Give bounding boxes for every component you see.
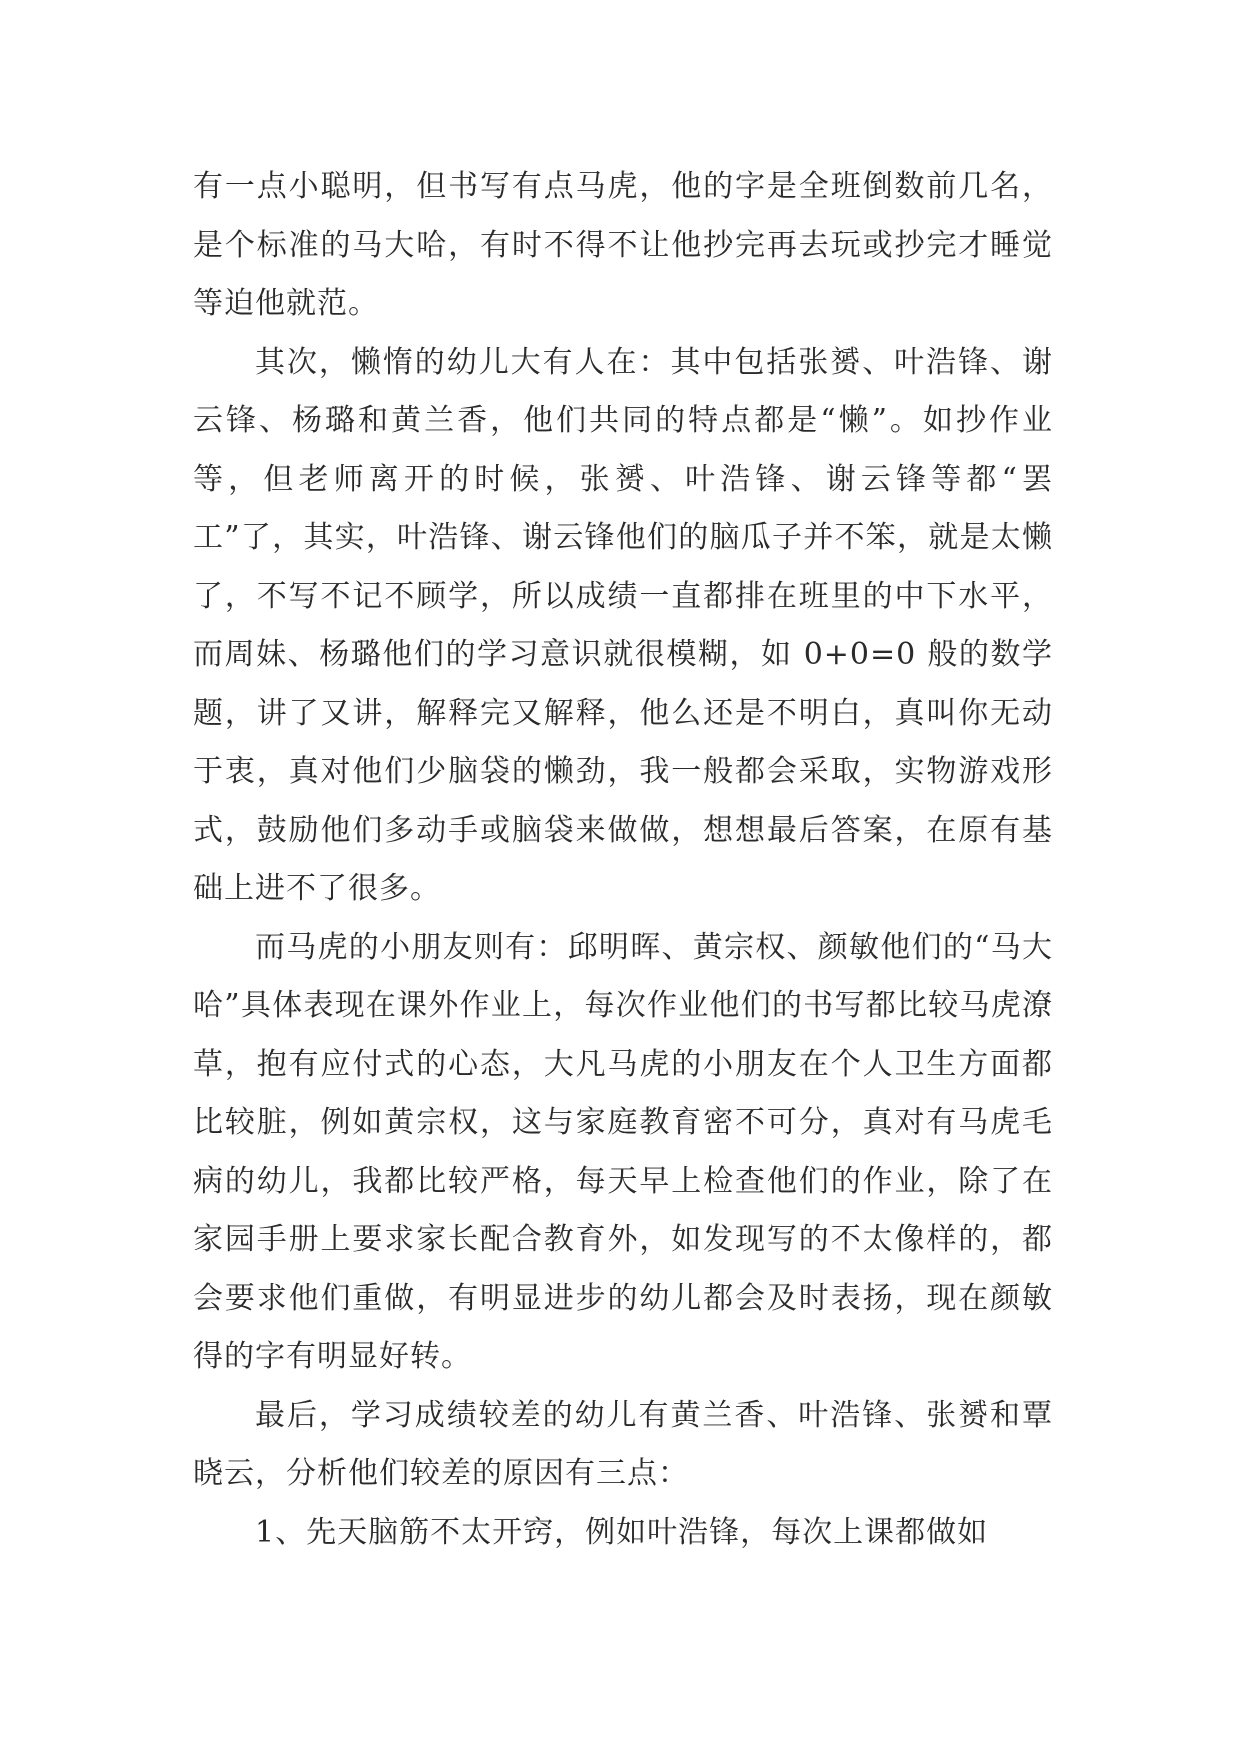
paragraph-5: 1、先天脑筋不太开窍，例如叶浩锋，每次上课都做如 [255, 1514, 989, 1550]
document-body [193, 158, 1053, 1562]
paragraph-1: 有一点小聪明，但书写有点马虎，他的字是全班倒数前几名，是个标准的马大哈，有时不得不让他抄完再去玩或抄完才睡觉等迫他就范。 [193, 169, 1053, 321]
paragraph-3: 而马虎的小朋友则有：邱明晖、黄宗权、颜敏他们的“马大哈”具体表现在课外作业上，每次作业他们的书写都比较马虎潦草，抱有应付式的心态，大凡马虎的小朋友在个人卫生方面都比较脏，例如黄宗权，这与家庭教育密不可分，真对有马虎毛病的幼儿，我都比较严格，每天早上检查他们的作业，除了在家园手册上要求家长配合教育外，如发现写的不太像样的，都会要求他们重做，有明显进步的幼儿都会及时表扬，现在颜敏得的字有明显好转。 [193, 929, 1053, 1374]
paragraph-2: 其次，懒惰的幼儿大有人在：其中包括张赟、叶浩锋、谢云锋、杨璐和黄兰香，他们共同的特点都是“懒”。如抄作业等，但老师离开的时候，张赟、叶浩锋、谢云锋等都“罢工”了，其实，叶浩锋、谢云锋他们的脑瓜子并不笨，就是太懒了，不写不记不顾学，所以成绩一直都排在班里的中下水平，而周妹、杨璐他们的学习意识就很模糊，如 0+0=0 般的数学题，讲了又讲，解释完又解释，他么还是不明白，真叫你无动于衷，真对他们少脑袋的懒劲，我一般都会采取，实物游戏形式，鼓励他们多动手或脑袋来做做，想想最后答案，在原有基础上进不了很多。 [193, 344, 1053, 906]
paragraph-4: 最后，学习成绩较差的幼儿有黄兰香、叶浩锋、张赟和覃晓云，分析他们较差的原因有三点： [193, 1397, 1053, 1491]
